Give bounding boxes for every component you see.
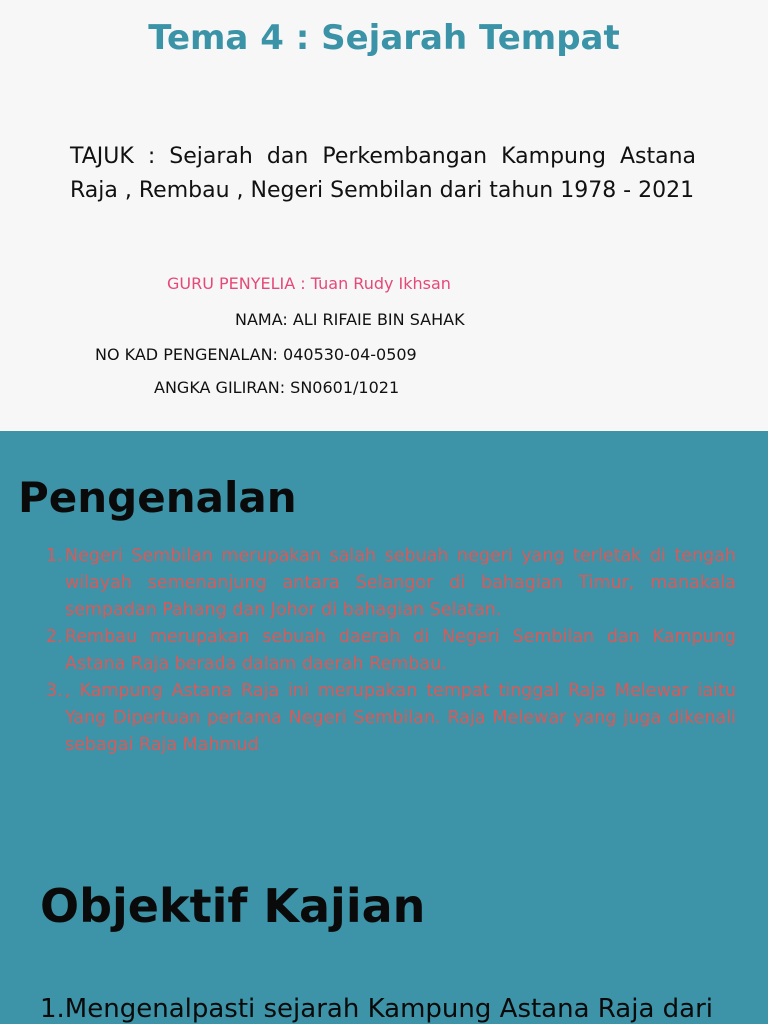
title-slide [0,0,768,431]
list-item-number: 3. [46,681,63,701]
list-item-number: 2. [46,627,63,647]
name-line: NAMA: ALI RIFAIE BIN SAHAK [235,310,465,329]
list-item-number: 1. [46,546,63,566]
index-number-line: ANGKA GILIRAN: SN0601/1021 [154,378,400,397]
list-item-text: , Kampung Astana Raja ini merupakan tempat tinggal Raja Melewar iaitu Yang Dipertuan pertama Negeri Sembilan. Raja Melewar yang juga dikenali sebagai Raja Mahmud [65,681,736,755]
list-item-text: Negeri Sembilan merupakan salah sebuah negeri yang terletak di tengah wilayah semenanjung antara Selangor di bahagian Timur, manakala sempadan Pahang dan Johor di bahagian Selatan. [65,546,736,620]
tajuk-text: TAJUK : Sejarah dan Perkembangan Kampung Astana Raja , Rembau , Negeri Sembilan dari tahun 1978 - 2021 [70,144,696,203]
supervisor-line: GURU PENYELIA : Tuan Rudy Ikhsan [167,274,451,293]
list-item [46,678,736,759]
objektif-heading: Objektif Kajian [40,879,426,933]
list-item-text: Rembau merupakan sebuah daerah di Negeri Sembilan dan Kampung Astana Raja berada dalam daerah Rembau. [65,627,736,674]
list-item [46,624,736,678]
content-slide [0,431,768,1024]
list-item [46,543,736,624]
slide-title: Tema 4 : Sejarah Tempat [148,18,620,58]
pengenalan-heading: Pengenalan [18,473,297,522]
objektif-item: 1.Mengenalpasti sejarah Kampung Astana Raja dari [40,994,713,1024]
pengenalan-list [30,543,736,759]
id-number-line: NO KAD PENGENALAN: 040530-04-0509 [95,345,417,364]
